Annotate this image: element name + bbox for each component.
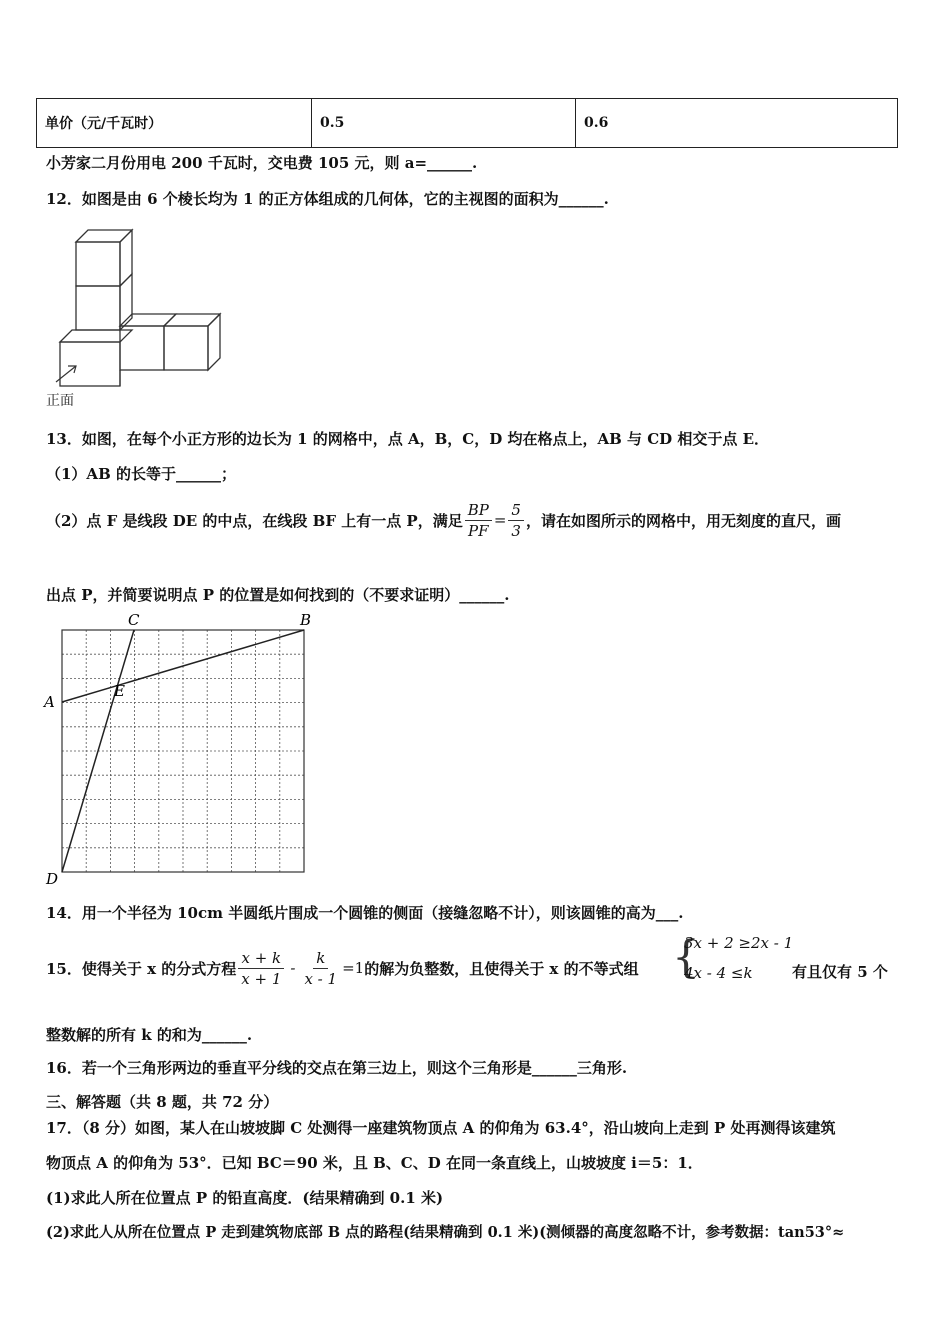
q15-line1 <box>46 944 639 992</box>
q13-part2-b: ，请在如图所示的网格中，用无刻度的直尺，画 <box>525 511 841 530</box>
q12-text: 12．如图是由 6 个棱长均为 1 的正方体组成的几何体，它的主视图的面积为______. <box>46 190 609 208</box>
point-c-label: C <box>128 611 140 629</box>
grid-figure <box>40 610 330 892</box>
three-denominator: 3 <box>511 521 521 540</box>
table-cell-price-2: 0.6 <box>584 115 609 131</box>
table-cell-price-1: 0.5 <box>312 99 576 147</box>
five-numerator: 5 <box>508 500 524 521</box>
q17-line4: (2)求此人从所在位置点 P 走到建筑物底部 B 点的路程(结果精确到 0.1 米)(测倾器的高度忽略不计，参考数据：tan53°≈ <box>46 1224 845 1241</box>
point-e-label: E <box>114 682 125 700</box>
pf-denominator: PF <box>468 521 489 540</box>
table-cell-label: 单价（元/千瓦时） <box>37 99 312 147</box>
q16-text: 16．若一个三角形两边的垂直平分线的交点在第三边上，则这个三角形是______三角形. <box>46 1059 628 1077</box>
bp-pf-fraction <box>465 500 492 541</box>
q17-line3: (1)求此人所在位置点 P 的铅直高度．(结果精确到 0.1 米) <box>46 1189 444 1207</box>
front-view-label: 正面 <box>46 393 74 409</box>
q13-part1: （1）AB 的长等于______； <box>46 465 236 483</box>
section-3-heading: 三、解答题（共 8 题，共 72 分） <box>46 1093 279 1111</box>
minus-sign: - <box>290 959 296 977</box>
point-d-label: D <box>46 870 59 888</box>
q11-tail: 小芳家二月份用电 200 千瓦时，交电费 105 元，则 a=______. <box>46 154 478 172</box>
q13-part2 <box>46 498 841 542</box>
fraction-2 <box>301 948 340 989</box>
rhs: =1 <box>342 959 365 977</box>
q14-text: 14．用一个半径为 10cm 半圆纸片围成一个圆锥的侧面（接缝忽略不计），则该圆锥的高为___. <box>46 904 684 922</box>
five-thirds-fraction <box>508 500 524 541</box>
q13-intro: 13．如图，在每个小正方形的边长为 1 的网格中，点 A，B，C，D 均在格点上，AB 与 CD 相交于点 E． <box>46 430 770 448</box>
fraction-2-den: x - 1 <box>304 969 338 988</box>
arrow-icon <box>56 366 76 382</box>
q17-line1: 17．（8 分）如图，某人在山坡坡脚 C 处测得一座建筑物顶点 A 的仰角为 63.4°，沿山坡向上走到 P 处再测得该建筑 <box>46 1119 836 1137</box>
price-table-row <box>36 98 898 148</box>
inequality-1: 3x + 2 ≥2x - 1 <box>684 934 794 952</box>
fraction-1-num: x + k <box>238 948 284 969</box>
q15-c: 有且仅有 5 个 <box>792 963 888 981</box>
point-b-label: B <box>300 611 312 629</box>
point-a-label: A <box>44 693 55 711</box>
q15-a: 15．使得关于 x 的分式方程 <box>46 959 237 978</box>
inequality-2: 4x - 4 ≤k <box>684 964 753 982</box>
q15-d: 整数解的所有 k 的和为______. <box>46 1026 253 1044</box>
equals-sign: = <box>493 511 507 529</box>
q13-part2-c: 出点 P，并简要说明点 P 的位置是如何找到的（不要求证明）______. <box>46 586 510 604</box>
brace-icon: { <box>672 932 700 983</box>
bp-numerator: BP <box>465 500 492 521</box>
q17-line2: 物顶点 A 的仰角为 53°．已知 BC＝90 米，且 B、C、D 在同一条直线上，山坡坡度 i＝5：1． <box>46 1154 703 1172</box>
fraction-1-den: x + 1 <box>241 969 282 988</box>
fraction-1 <box>238 948 284 989</box>
q13-part2-a: （2）点 F 是线段 DE 的中点，在线段 BF 上有一点 P，满足 <box>46 511 463 530</box>
q15-b: 的解为负整数，且使得关于 x 的不等式组 <box>364 959 639 978</box>
cube-figure <box>44 222 228 410</box>
fraction-2-num: k <box>313 948 328 969</box>
